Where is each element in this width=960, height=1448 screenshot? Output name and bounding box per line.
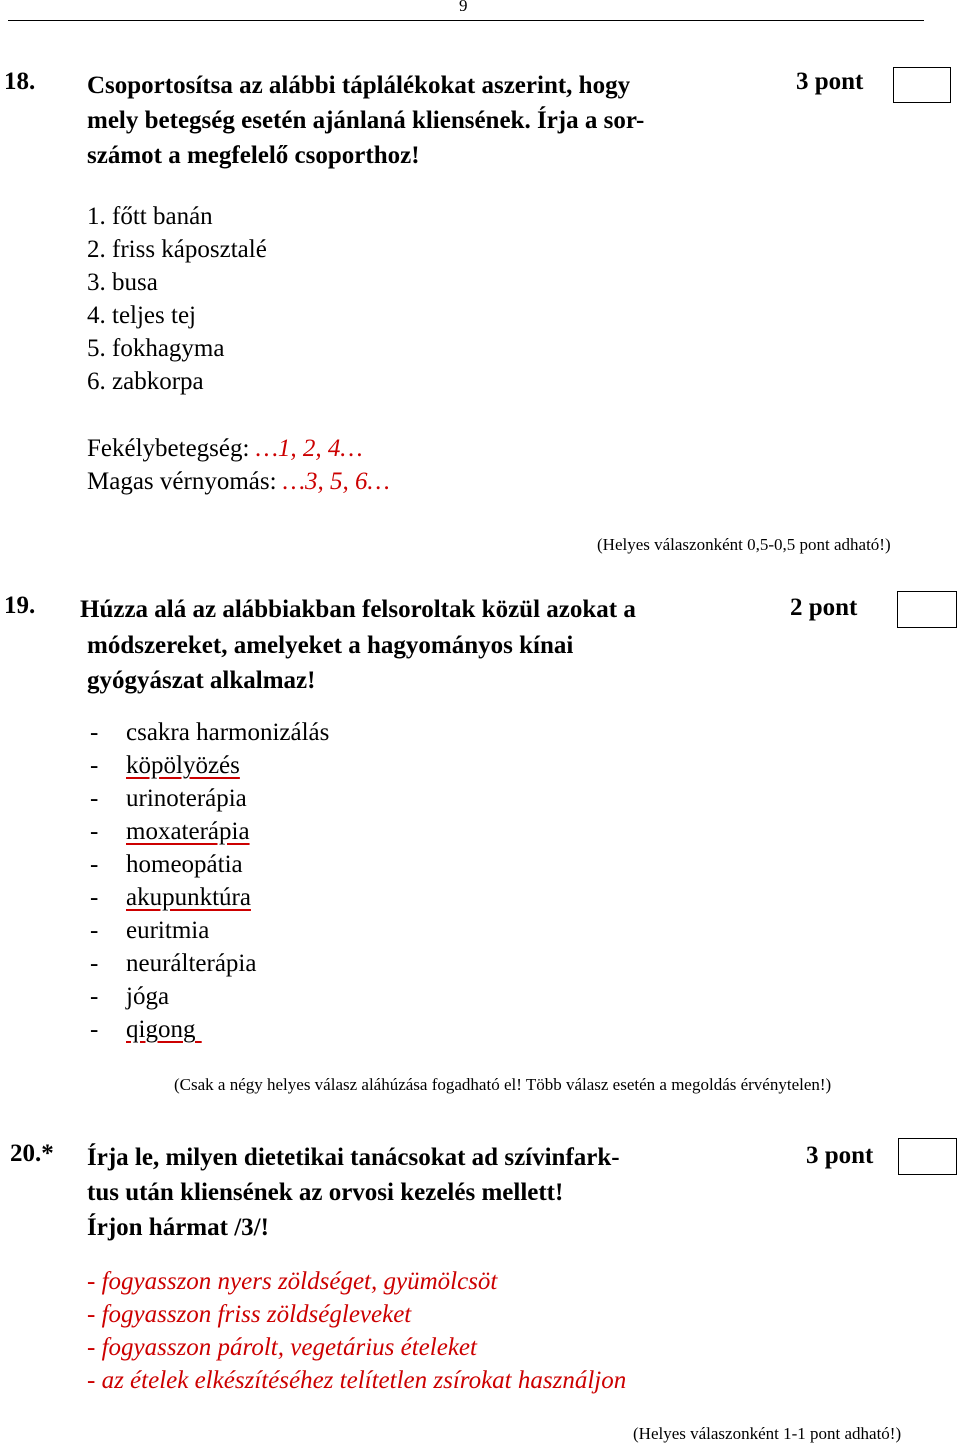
list-item: 2. friss káposztalé [87, 236, 267, 263]
option-text-underlined: köpölyözés [126, 752, 240, 779]
option-text-underlined: qigong [126, 1016, 202, 1043]
question-text-line: Húzza alá az alábbiakban felsoroltak közül azokat a [80, 596, 636, 623]
group-answer: …3, 5, 6… [282, 468, 390, 495]
group-label: Magas vérnyomás: [87, 468, 277, 495]
option-row[interactable]: - homeopátia [90, 851, 243, 878]
group-row [87, 435, 363, 463]
list-item: 3. busa [87, 269, 158, 296]
question-number: 18. [4, 68, 36, 95]
header-rule [8, 20, 924, 21]
option-text: jóga [126, 983, 170, 1010]
page-number: 9 [459, 0, 468, 15]
scoring-note: (Csak a négy helyes válasz aláhúzása fogadható el! Több válasz esetén a megoldás érvénytelen!) [174, 1075, 832, 1094]
question-text-line: gyógyászat alkalmaz! [87, 667, 316, 694]
points-label: 3 pont [806, 1142, 874, 1169]
group-answer: …1, 2, 4… [255, 435, 363, 462]
score-box[interactable] [898, 1138, 957, 1175]
option-row[interactable]: - csakra harmonizálás [90, 719, 330, 746]
question-text-line: mely betegség esetén ajánlaná kliensének. Írja a sor- [87, 107, 645, 134]
question-text-line: módszereket, amelyeket a hagyományos kínai [87, 632, 574, 659]
option-text: urinoterápia [126, 785, 247, 812]
group-label: Fekélybetegség: [87, 435, 250, 462]
question-text-line: tus után kliensének az orvosi kezelés mellett! [87, 1179, 564, 1206]
option-text-underlined: moxaterápia [126, 818, 250, 845]
question-text-line: számot a megfelelő csoporthoz! [87, 142, 420, 169]
option-row[interactable]: - jóga [90, 983, 170, 1010]
option-row[interactable]: - qigong [90, 1016, 202, 1043]
scoring-note: (Helyes válaszonként 1-1 pont adható!) [633, 1424, 902, 1443]
list-item: 4. teljes tej [87, 302, 196, 329]
scoring-note: (Helyes válaszonként 0,5-0,5 pont adható!) [597, 535, 891, 554]
answer-line: - fogyasszon friss zöldségleveket [87, 1301, 412, 1328]
answer-line: - fogyasszon nyers zöldséget, gyümölcsöt [87, 1268, 498, 1295]
list-item: 1. főtt banán [87, 203, 213, 230]
option-text: neurálterápia [126, 950, 257, 977]
option-text: homeopátia [126, 851, 243, 878]
option-row[interactable]: - moxaterápia [90, 818, 250, 845]
question-text-line: Csoportosítsa az alábbi táplálékokat aszerint, hogy [87, 72, 631, 99]
option-row[interactable]: - euritmia [90, 917, 210, 944]
option-row[interactable]: - akupunktúra [90, 884, 251, 911]
points-label: 2 pont [790, 594, 858, 621]
option-text: euritmia [126, 917, 210, 944]
question-text-line: Írja le, milyen dietetikai tanácsokat ad szívinfark- [87, 1144, 620, 1171]
score-box[interactable] [897, 591, 957, 628]
answer-line: - fogyasszon párolt, vegetárius ételeket [87, 1334, 477, 1361]
option-text-underlined: akupunktúra [126, 884, 251, 911]
question-number: 20.* [10, 1140, 54, 1167]
points-label: 3 pont [796, 68, 864, 95]
list-item: 6. zabkorpa [87, 368, 204, 395]
question-text-line: Írjon hármat /3/! [87, 1214, 269, 1241]
option-row[interactable]: - urinoterápia [90, 785, 247, 812]
list-item: 5. fokhagyma [87, 335, 225, 362]
option-text: csakra harmonizálás [126, 719, 330, 746]
question-number: 19. [4, 592, 36, 619]
option-row[interactable]: - köpölyözés [90, 752, 240, 779]
score-box[interactable] [893, 67, 951, 103]
option-row[interactable]: - neurálterápia [90, 950, 257, 977]
group-row [87, 468, 390, 496]
answer-line: - az ételek elkészítéséhez telítetlen zsírokat használjon [87, 1367, 627, 1394]
